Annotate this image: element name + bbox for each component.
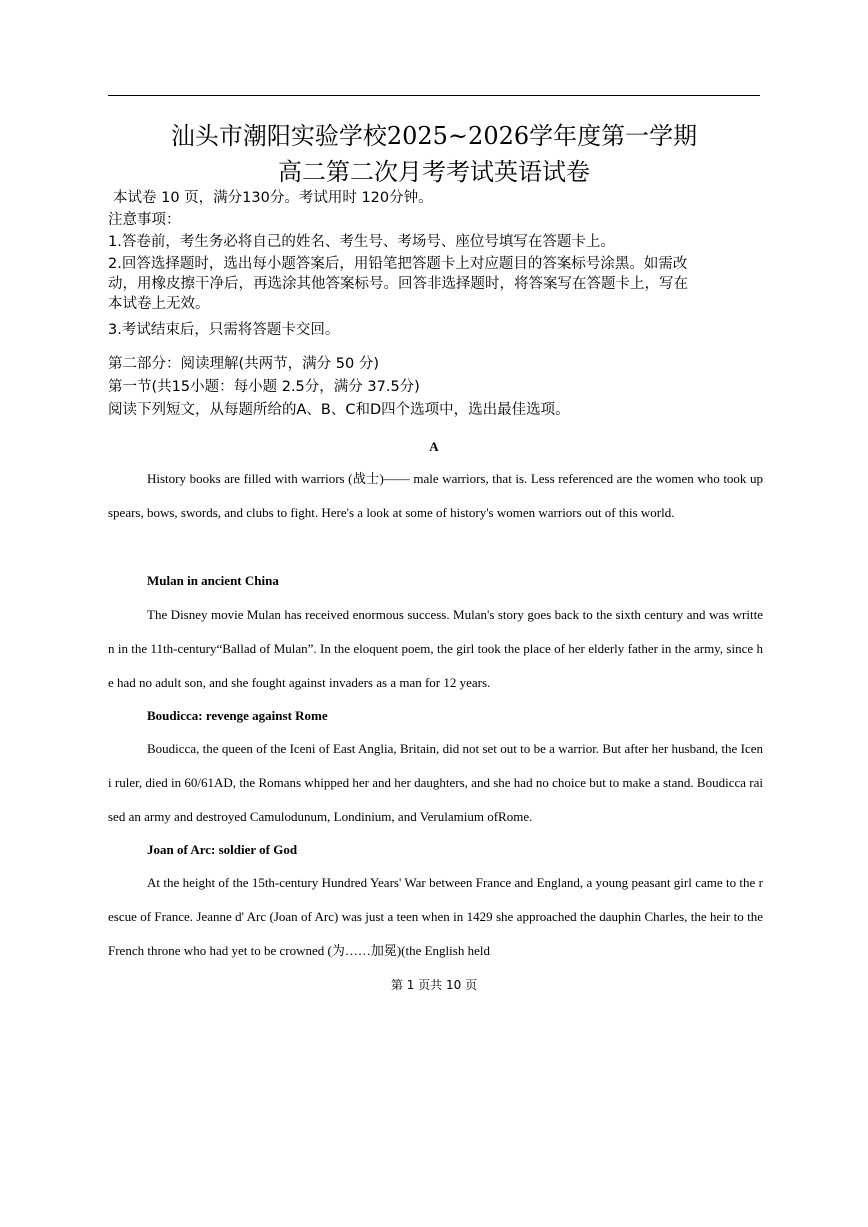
exam-title: 汕头市潮阳实验学校2025~2026学年度第一学期: [170, 122, 698, 150]
paragraph-mulan: The Disney movie Mulan has received enormous success. Mulan's story goes back to the sixth century and was written in the 11th-century“Ballad of Mulan”. In the eloquent poem, the girl took the place of her elderly father in the army, since he had no adult son, and she fought against invaders as a man for 12 years.: [108, 607, 763, 690]
notice-item-3: 3.考试结束后，只需将答题卡交回。: [108, 322, 340, 338]
passage-intro: History books are filled with warriors (战士)—— male warriors, that is. Less referenced are the women who took up spears, bows, swords, and clubs to fight. Here's a look at some of history's women warriors out of this world.: [108, 471, 763, 520]
heading-boudicca: Boudicca: revenge against Rome: [147, 708, 328, 723]
page-number: 第 1 页共 10 页: [390, 978, 478, 992]
notice-item-1: 1.答卷前，考生务必将自己的姓名、考生号、考场号、座位号填写在答题卡上。: [108, 234, 615, 250]
paragraph-boudicca: Boudicca, the queen of the Iceni of East Anglia, Britain, did not set out to be a warrior. But after her husband, the Iceni ruler, died in 60/61AD, the Romans whipped her and her daughters, and she had no choice but to make a stand. Boudicca raised an army and destroyed Camulodunum, Londinium, and Verulamium ofRome.: [108, 741, 763, 824]
notice-label: 注意事项：: [108, 212, 181, 228]
passage-letter: A: [429, 439, 439, 454]
section-subsection-heading: 第一节(共15小题：每小题 2.5分，满分 37.5分): [108, 379, 420, 395]
exam-subtitle: 高二第二次月考考试英语试卷: [278, 158, 590, 186]
notice-item-2-line-1: 2.回答选择题时，选出每小题答案后，用铅笔把答题卡上对应题目的答案标号涂黑。如需改: [108, 256, 688, 272]
heading-mulan: Mulan in ancient China: [147, 573, 279, 588]
notice-item-2-line-2: 动，用橡皮擦干净后，再选涂其他答案标号。回答非选择题时，将答案写在答题卡上，写在: [108, 276, 688, 292]
notice-item-2-line-3: 本试卷上无效。: [108, 296, 210, 312]
paragraph-joan-of-arc: At the height of the 15th-century Hundred Years' War between France and England, a young peasant girl came to the rescue of France. Jeanne d' Arc (Joan of Arc) was just a teen when in 1429 she approached the dauphin Charles, the heir to the French throne who had yet to be crowned (为……加冕)(the English held: [108, 875, 763, 958]
section-part-heading: 第二部分：阅读理解(共两节，满分 50 分): [108, 356, 379, 372]
header-rule: [108, 95, 760, 96]
section-directions: 阅读下列短文，从每题所给的A、B、C和D四个选项中，选出最佳选项。: [108, 402, 570, 418]
exam-summary: 本试卷 10 页，满分130分。考试用时 120分钟。: [113, 190, 433, 206]
heading-joan-of-arc: Joan of Arc: soldier of God: [147, 842, 298, 857]
